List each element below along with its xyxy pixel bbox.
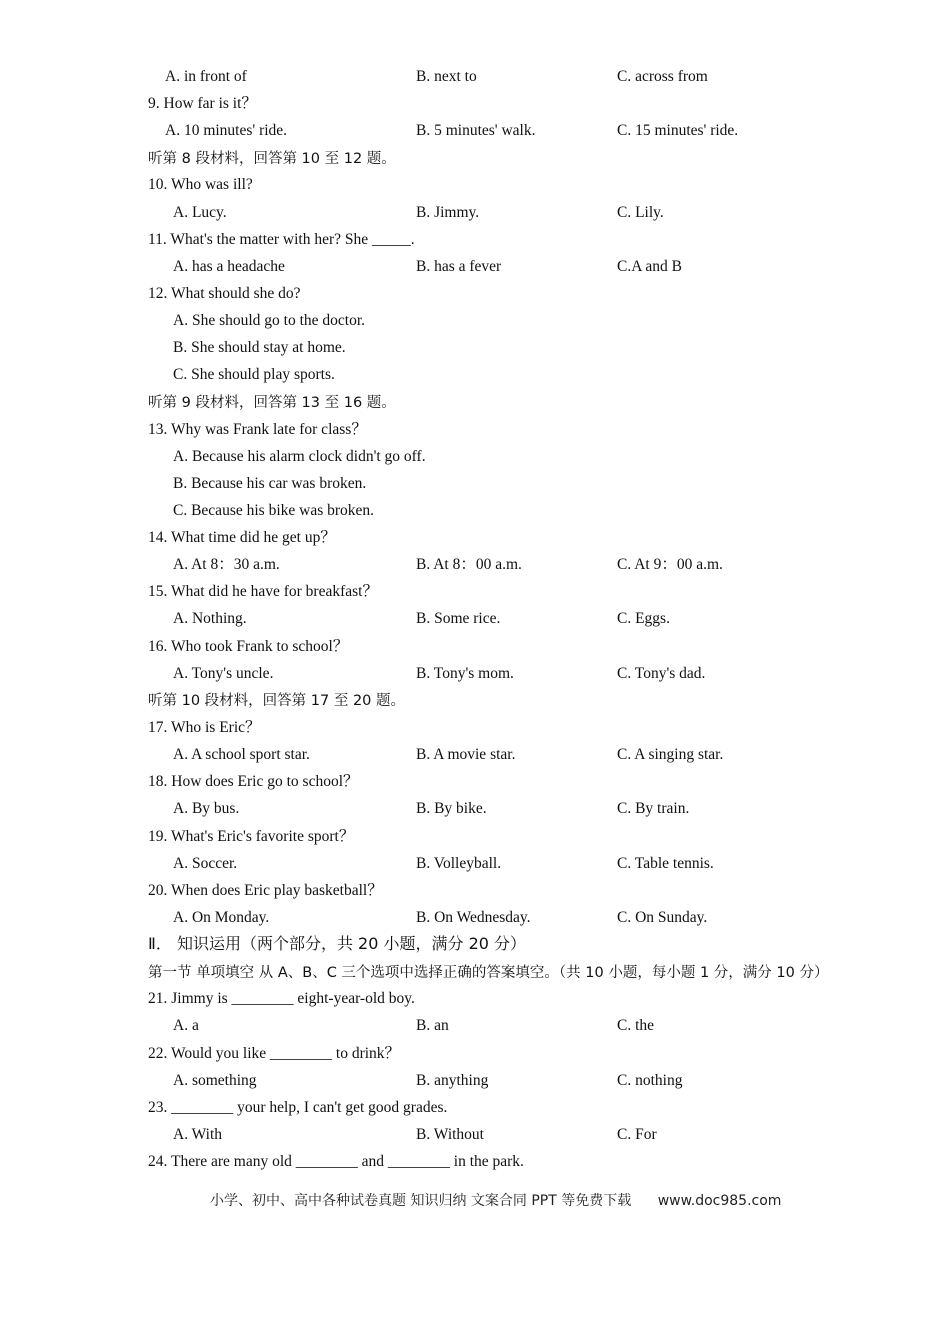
- option-a: A. Tony's uncle.: [173, 665, 274, 682]
- option-a: A. Because his alarm clock didn't go off.: [173, 448, 426, 465]
- option-line: [0, 473, 950, 500]
- option-c: C. On Sunday.: [617, 909, 708, 926]
- option-b: B. anything: [416, 1072, 489, 1089]
- question-14: [0, 527, 950, 554]
- option-c: C. For: [617, 1126, 657, 1143]
- question-text: 14. What time did he get up？: [148, 529, 336, 546]
- option-line: [0, 446, 950, 473]
- question-21: [0, 988, 950, 1015]
- option-b: B. On Wednesday.: [416, 909, 531, 926]
- question-16: [0, 636, 950, 663]
- section-heading-10: [0, 690, 950, 717]
- option-a: A. something: [173, 1072, 257, 1089]
- option-a: A. Lucy.: [173, 204, 227, 221]
- option-a: A. has a headache: [173, 258, 285, 275]
- option-c: C. Table tennis.: [617, 855, 714, 872]
- question-23: [0, 1097, 950, 1124]
- option-b: B. Because his car was broken.: [173, 475, 367, 492]
- option-line: [0, 500, 950, 527]
- question-text: 18. How does Eric go to school？: [148, 773, 359, 790]
- question-text: 9. How far is it？: [148, 95, 257, 112]
- option-a: A. She should go to the doctor.: [173, 312, 366, 329]
- footer-site-link[interactable]: www.doc985.com: [657, 1193, 782, 1209]
- option-b: B. By bike.: [416, 800, 487, 817]
- option-c: C. Eggs.: [617, 610, 670, 627]
- options-line: [0, 608, 950, 635]
- options-line: [0, 1015, 950, 1042]
- options-line: [0, 663, 950, 690]
- option-c: C. By train.: [617, 800, 690, 817]
- question-text: 19. What's Eric's favorite sport？: [148, 828, 355, 845]
- question-text: 15. What did he have for breakfast？: [148, 583, 378, 600]
- question-19: [0, 826, 950, 853]
- option-b: B. Jimmy.: [416, 204, 480, 221]
- option-c: C. At 9：00 a.m.: [617, 556, 723, 573]
- option-c: C. 15 minutes' ride.: [617, 122, 739, 139]
- option-c: C. the: [617, 1017, 655, 1034]
- option-c: C. A singing star.: [617, 746, 724, 763]
- question-18: [0, 771, 950, 798]
- option-b: B. has a fever: [416, 258, 502, 275]
- option-c: C. Tony's dad.: [617, 665, 706, 682]
- options-line: [0, 744, 950, 771]
- option-b: B. Volleyball.: [416, 855, 502, 872]
- option-a: A. 10 minutes' ride.: [165, 122, 288, 139]
- options-line: [0, 202, 950, 229]
- section-heading: [0, 962, 950, 989]
- question-text: 12. What should she do?: [148, 285, 301, 302]
- options-line: [0, 853, 950, 880]
- option-line: [0, 337, 950, 364]
- question-text: 20. When does Eric play basketball？: [148, 882, 383, 899]
- option-b: B. Some rice.: [416, 610, 501, 627]
- question-10: [0, 174, 950, 201]
- question-13: [0, 419, 950, 446]
- question-text: 16. Who took Frank to school？: [148, 638, 349, 655]
- options-line: [0, 66, 950, 93]
- option-b: B. next to: [416, 68, 477, 85]
- section-instruction: 第一节 单项填空 从 A、B、C 三个选项中选择正确的答案填空。（共 10 小题，每小题 1 分，满分 10 分）: [148, 965, 829, 981]
- question-text: 22. Would you like ________ to drink？: [148, 1045, 401, 1062]
- option-b: B. Without: [416, 1126, 484, 1143]
- question-9: [0, 93, 950, 120]
- options-line: [0, 554, 950, 581]
- part-heading: [0, 933, 950, 960]
- question-17: [0, 717, 950, 744]
- option-a: A. in front of: [165, 68, 247, 85]
- section-instruction: 听第 10 段材料，回答第 17 至 20 题。: [148, 693, 406, 709]
- option-c: C. Because his bike was broken.: [173, 502, 375, 519]
- question-12: [0, 283, 950, 310]
- option-a: A. a: [173, 1017, 199, 1034]
- section-instruction: 听第 8 段材料，回答第 10 至 12 题。: [148, 151, 396, 167]
- option-b: B. She should stay at home.: [173, 339, 346, 356]
- option-a: A. By bus.: [173, 800, 240, 817]
- question-text: 11. What's the matter with her? She _____.: [148, 231, 415, 248]
- option-c: C. nothing: [617, 1072, 683, 1089]
- question-text: 13. Why was Frank late for class？: [148, 421, 367, 438]
- option-a: A. A school sport star.: [173, 746, 310, 763]
- section-instruction: 听第 9 段材料，回答第 13 至 16 题。: [148, 395, 396, 411]
- option-line: [0, 364, 950, 391]
- option-b: B. At 8：00 a.m.: [416, 556, 522, 573]
- options-line: [0, 907, 950, 934]
- option-a: A. Nothing.: [173, 610, 247, 627]
- question-22: [0, 1043, 950, 1070]
- question-text: 23. ________ your help, I can't get good grades.: [148, 1099, 448, 1116]
- question-20: [0, 880, 950, 907]
- option-b: B. Tony's mom.: [416, 665, 514, 682]
- question-text: 10. Who was ill?: [148, 176, 253, 193]
- question-text: 24. There are many old ________ and ________ in the park.: [148, 1153, 524, 1170]
- question-text: 21. Jimmy is ________ eight-year-old boy.: [148, 990, 415, 1007]
- options-line: [0, 120, 950, 147]
- option-c: C. across from: [617, 68, 708, 85]
- question-text: 17. Who is Eric？: [148, 719, 261, 736]
- option-line: [0, 310, 950, 337]
- section-heading-8: [0, 148, 950, 175]
- question-15: [0, 581, 950, 608]
- section-heading-9: [0, 392, 950, 419]
- footer-text: 小学、初中、高中各种试卷真题 知识归纳 文案合同 PPT 等免费下载: [210, 1193, 632, 1209]
- option-a: A. Soccer.: [173, 855, 238, 872]
- option-c: C. She should play sports.: [173, 366, 335, 383]
- question-11: [0, 229, 950, 256]
- option-a: A. On Monday.: [173, 909, 270, 926]
- options-line: [0, 1070, 950, 1097]
- question-24: [0, 1151, 950, 1178]
- option-b: B. A movie star.: [416, 746, 516, 763]
- option-b: B. an: [416, 1017, 449, 1034]
- option-b: B. 5 minutes' walk.: [416, 122, 536, 139]
- option-a: A. With: [173, 1126, 223, 1143]
- options-line: [0, 256, 950, 283]
- options-line: [0, 1124, 950, 1151]
- option-c: C.A and B: [617, 258, 683, 275]
- option-a: A. At 8：30 a.m.: [173, 556, 280, 573]
- part-title: Ⅱ． 知识运用（两个部分，共 20 小题，满分 20 分）: [148, 934, 527, 953]
- option-c: C. Lily.: [617, 204, 664, 221]
- options-line: [0, 798, 950, 825]
- page-footer: [210, 1190, 781, 1210]
